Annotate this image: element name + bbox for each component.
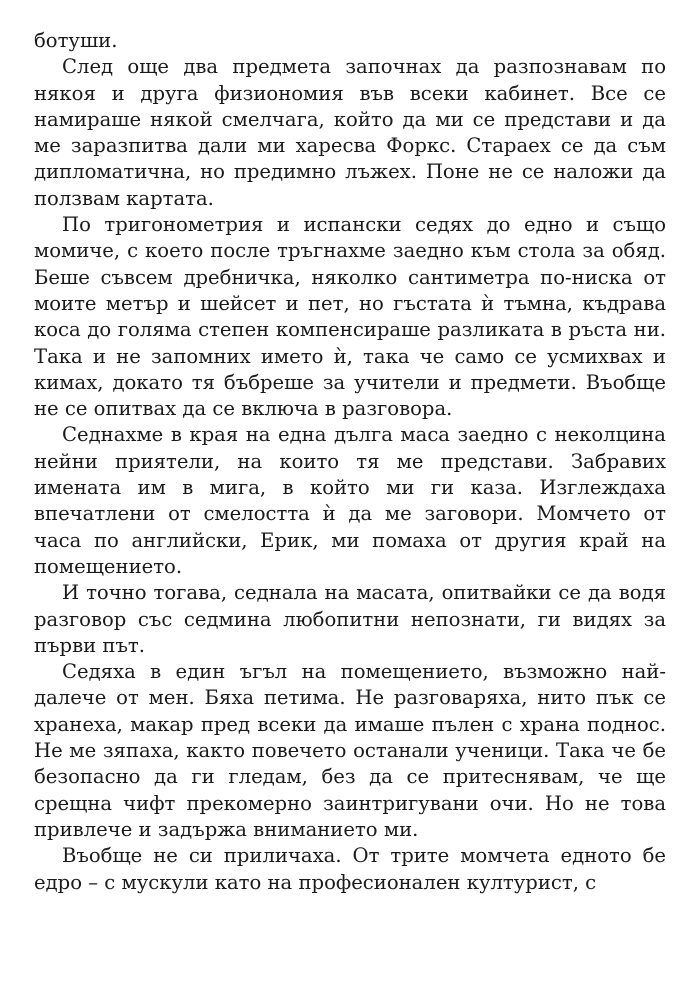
paragraph: Седяха в един ъгъл на помещението, възможно най-далече от мен. Бяха петима. Не разговаряха, нито пък се хранеха, макар пред всеки да имаше пълен с храна поднос. Не ме зяпаха, както повечето останали ученици. Така че бе безопасно да ги гледам, без да се притеснявам, че ще срещна чифт прекомерно заинтригувани очи. Но не това привлече и задържа вниманието ми. [34, 660, 666, 841]
paragraph-continuation: ботуши. [34, 29, 118, 52]
paragraph: Седнахме в края на една дълга маса заедно с неколцина нейни приятели, на които тя ме представи. Забравих имената им в мига, в който ми ги каза. Изглеждаха впечатлени от смелостта ѝ да ме заговори. Момчето от часа по английски, Ерик, ми помаха от другия край на помещението. [34, 423, 666, 578]
paragraph: И точно тогава, седнала на масата, опитвайки се да водя разговор със седмина любопитни непознати, ги видях за първи път. [34, 581, 666, 657]
paragraph: Въобще не си приличаха. От трите момчета едното бе едро – с мускули като на професионален културист, с [34, 844, 666, 894]
page-text [34, 28, 666, 896]
paragraph: По тригонометрия и испански седях до едно и също момиче, с което после тръгнахме заедно към стола за обяд. Беше съвсем дребничка, няколко сантиметра по-ниска от моите метър и шейсет и пет, но гъстата ѝ тъмна, къдрава коса до голяма степен компенсираше разликата в ръста ни. Така и не запомних името ѝ, така че само се усмихвах и кимах, докато тя бъбреше за учители и предмети. Въобще не се опитвах да се включа в разговора. [34, 213, 666, 421]
paragraph: След още два предмета започнах да разпознавам по някоя и друга физиономия във всеки кабинет. Все се намираше някой смелчага, който да ми се представи и да ме заразпитва дали ми харесва Форкс. Стараех се да съм дипломатична, но предимно лъжех. Поне не се наложи да ползвам картата. [34, 55, 666, 210]
